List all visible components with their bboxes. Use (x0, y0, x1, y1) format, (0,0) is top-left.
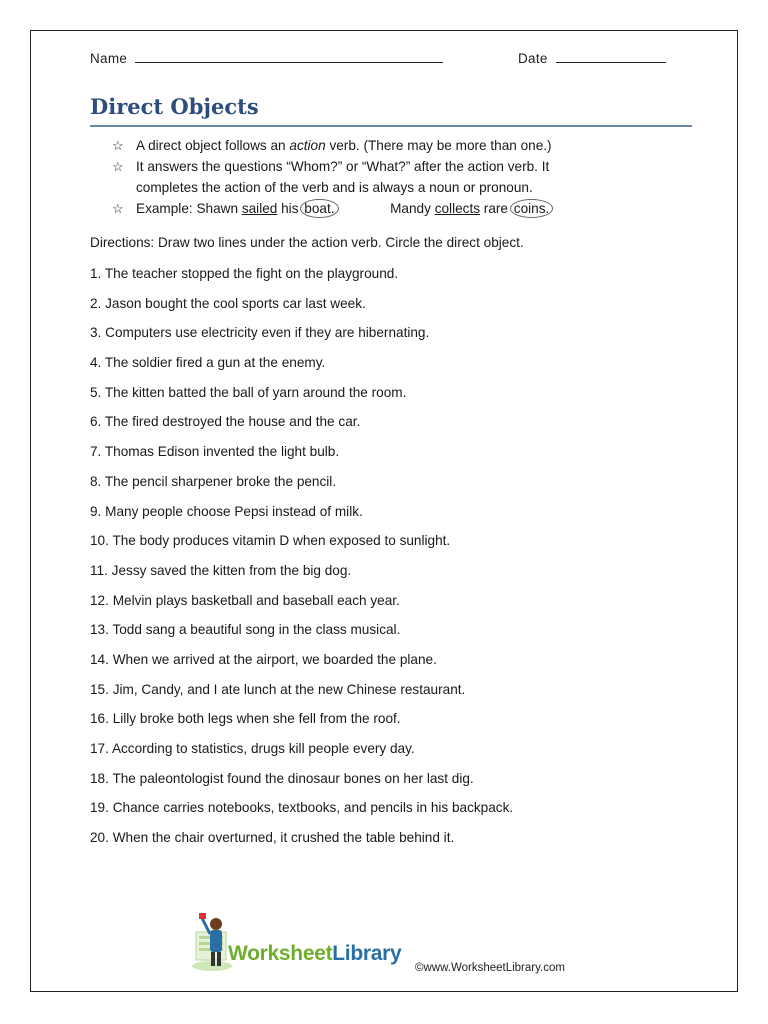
date-blank[interactable] (556, 50, 666, 63)
list-item[interactable]: 4. The soldier fired a gun at the enemy. (90, 355, 326, 371)
rule-item: ☆ It answers the questions “Whom?” or “What?” after the action verb. It completes the action of the verb and is always a noun or pronoun. (112, 156, 702, 198)
name-blank[interactable] (135, 50, 443, 63)
list-item[interactable]: 11. Jessy saved the kitten from the big dog. (90, 562, 352, 578)
example-item: ☆ Example: Shawn sailed his boat. Mandy collects rare coins. (112, 198, 702, 219)
name-field[interactable] (90, 50, 443, 66)
list-item[interactable]: 18. The paleontologist found the dinosaur bones on her last dig. (90, 770, 474, 786)
list-item[interactable]: 16. Lilly broke both legs when she fell from the roof. (90, 711, 401, 727)
list-item[interactable]: 20. When the chair overturned, it crushed the table behind it. (90, 830, 455, 846)
star-icon: ☆ (112, 159, 124, 174)
example-verb-underlined: collects (434, 201, 481, 216)
list-item[interactable]: 1. The teacher stopped the fight on the playground. (90, 266, 399, 281)
list-item[interactable]: 19. Chance carries notebooks, textbooks, and pencils in his backpack. (90, 800, 514, 816)
name-label: Name (90, 51, 128, 66)
example-label: Example: (136, 201, 193, 216)
title-divider (90, 125, 692, 127)
directions: Directions: Draw two lines under the action verb. Circle the direct object. (90, 235, 524, 250)
list-item[interactable]: 8. The pencil sharpener broke the pencil. (90, 473, 337, 489)
example-verb-underlined: sailed (241, 201, 278, 216)
list-item[interactable]: 6. The fired destroyed the house and the car. (90, 414, 361, 430)
list-item[interactable]: 3. Computers use electricity even if they are hibernating. (90, 325, 430, 341)
list-item[interactable]: 15. Jim, Candy, and I ate lunch at the new Chinese restaurant. (90, 681, 466, 697)
date-field[interactable] (518, 50, 666, 66)
copyright-link[interactable]: ©www.WorksheetLibrary.com (415, 962, 565, 974)
rule-item: ☆ A direct object follows an action verb. (There may be more than one.) (112, 135, 702, 156)
example-object-circled: coins. (510, 199, 554, 218)
page-title: Direct Objects (90, 94, 259, 119)
list-item[interactable]: 9. Many people choose Pepsi instead of milk. (90, 503, 363, 519)
sentence-list (90, 264, 513, 858)
list-item[interactable]: 2. Jason bought the cool sports car last week. (90, 295, 366, 311)
list-item[interactable]: 10. The body produces vitamin D when exposed to sunlight. (90, 533, 451, 549)
list-item[interactable]: 7. Thomas Edison invented the light bulb. (90, 444, 340, 460)
star-icon: ☆ (112, 138, 124, 153)
list-item[interactable]: 14. When we arrived at the airport, we boarded the plane. (90, 651, 437, 667)
date-label: Date (518, 51, 548, 66)
list-item[interactable]: 5. The kitten batted the ball of yarn around the room. (90, 384, 407, 400)
list-item[interactable]: 17. According to statistics, drugs kill people every day. (90, 741, 415, 756)
logo-wordmark: WorksheetLibrary (228, 942, 402, 965)
star-icon: ☆ (112, 201, 124, 216)
rules-list (112, 135, 702, 219)
list-item[interactable]: 12. Melvin plays basketball and baseball each year. (90, 592, 400, 608)
example-object-circled: boat. (300, 199, 338, 218)
list-item[interactable]: 13. Todd sang a beautiful song in the class musical. (90, 622, 401, 638)
